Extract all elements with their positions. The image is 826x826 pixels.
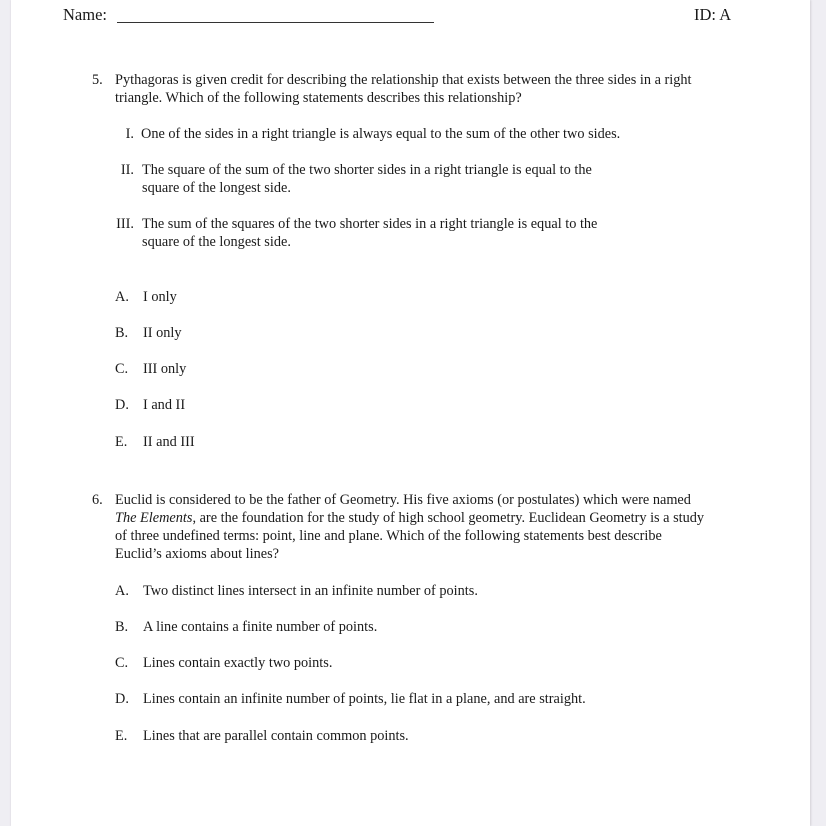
question-stem-line: Euclid’s axioms about lines? [115,546,279,562]
book-title: The Elements [115,510,193,526]
name-label: Name: [63,5,107,24]
choice-letter: E. [115,728,128,744]
choice-letter: D. [115,397,129,413]
choice-letter: B. [115,619,129,635]
choice-letter: A. [115,289,129,305]
id-label: ID: A [694,5,732,24]
statement-numeral: I. [125,126,134,142]
statement-text: square of the longest side. [142,234,291,250]
choice-text: II and III [143,434,195,450]
choice-text: III only [143,361,187,377]
choice-text: I and II [143,397,186,413]
choice-letter: B. [115,325,129,341]
question-stem-line: triangle. Which of the following statements describes this relationship? [115,90,522,106]
question-stem-line: Euclid is considered to be the father of Geometry. His five axioms (or postulates) which were named [115,492,691,508]
worksheet-page [11,0,810,826]
question-number: 5. [92,72,103,88]
name-blank-line [117,22,434,23]
choice-letter: C. [115,361,129,377]
question-stem-line: of three undefined terms: point, line and plane. Which of the following statements best describe [115,528,662,544]
question-number: 6. [92,492,103,508]
choice-text: Two distinct lines intersect in an infinite number of points. [143,583,478,599]
choice-letter: C. [115,655,129,671]
choice-text: I only [143,289,177,305]
choice-letter: A. [115,583,129,599]
statement-text: square of the longest side. [142,180,291,196]
statement-text: The square of the sum of the two shorter sides in a right triangle is equal to the [142,162,592,178]
choice-letter: D. [115,691,129,707]
choice-text: II only [143,325,182,341]
stem-continuation: , are the foundation for the study of high school geometry. Euclidean Geometry is a study [192,510,705,526]
question-stem-line: Pythagoras is given credit for describing the relationship that exists between the three sides in a right [115,72,692,88]
statement-text: One of the sides in a right triangle is always equal to the sum of the other two sides. [141,126,621,142]
choice-text: Lines that are parallel contain common points. [143,728,409,744]
choice-text: Lines contain an infinite number of points, lie flat in a plane, and are straight. [143,691,586,707]
question-stem-line [115,509,704,527]
choice-text: A line contains a finite number of points. [143,619,378,635]
choice-text: Lines contain exactly two points. [143,655,333,671]
statement-numeral: III. [116,216,134,232]
statement-numeral: II. [120,162,134,178]
statement-text: The sum of the squares of the two shorter sides in a right triangle is equal to the [142,216,598,232]
choice-letter: E. [115,434,128,450]
